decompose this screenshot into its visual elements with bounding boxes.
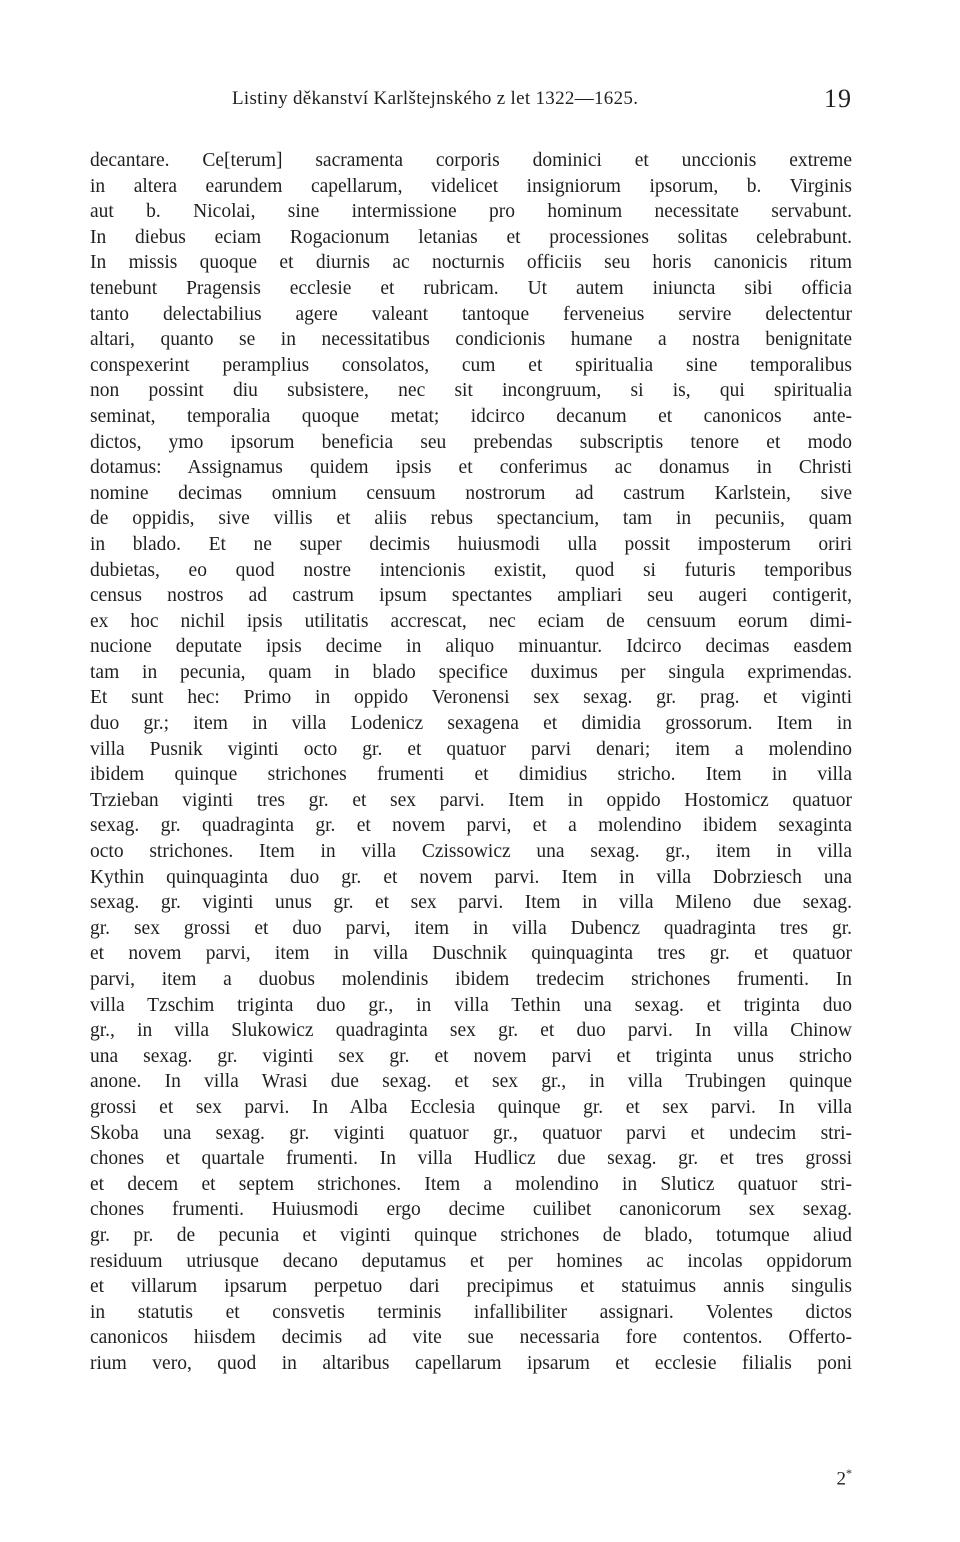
page-number: 19 bbox=[824, 84, 852, 113]
text-line: residuum utriusque decano deputamus et per homines ac incolas oppidorum bbox=[90, 1250, 852, 1272]
text-line: Kythin quinquaginta duo gr. et novem parvi. Item in villa Dobrziesch una bbox=[90, 866, 852, 888]
text-line: In missis quoque et diurnis ac nocturnis officiis seu horis canonicis ritum bbox=[90, 252, 852, 274]
text-line: dictos, ymo ipsorum beneficia seu prebendas subscriptis tenore et modo bbox=[90, 431, 852, 453]
text-line: tam in pecunia, quam in blado specifice duximus per singula exprimendas. bbox=[90, 661, 852, 683]
signature-mark-star: * bbox=[846, 1466, 852, 1480]
text-line: de oppidis, sive villis et aliis rebus spectancium, tam in pecuniis, quam bbox=[90, 508, 852, 530]
text-line: Et sunt hec: Primo in oppido Veronensi sex sexag. gr. prag. et viginti bbox=[90, 687, 852, 709]
text-line: in blado. Et ne super decimis huiusmodi ulla possit imposterum oriri bbox=[90, 533, 852, 555]
text-line: gr. sex grossi et duo parvi, item in villa Dubencz quadraginta tres gr. bbox=[90, 917, 852, 939]
text-line: in altera earundem capellarum, videlicet insigniorum ipsorum, b. Virginis bbox=[90, 175, 852, 197]
text-line: et decem et septem strichones. Item a molendino in Sluticz quatuor stri- bbox=[90, 1173, 852, 1195]
text-line: chones frumenti. Huiusmodi ergo decime cuilibet canonicorum sex sexag. bbox=[90, 1199, 852, 1221]
text-line: rium vero, quod in altaribus capellarum ipsarum et ecclesie filialis poni bbox=[90, 1352, 852, 1374]
text-line: et villarum ipsarum perpetuo dari precipimus et statuimus annis singulis bbox=[90, 1276, 852, 1298]
text-line: tanto delectabilius agere valeant tantoque ferveneius servire delectentur bbox=[90, 303, 852, 325]
text-line: aut b. Nicolai, sine intermissione pro hominum necessitate servabunt. bbox=[90, 201, 852, 223]
signature-mark-number: 2 bbox=[836, 1468, 846, 1490]
text-line: duo gr.; item in villa Lodenicz sexagena et dimidia grossorum. Item in bbox=[90, 713, 852, 735]
text-line: altari, quanto se in necessitatibus condicionis humane a nostra benignitate bbox=[90, 329, 852, 351]
text-line: sexag. gr. quadraginta gr. et novem parvi, et a molendino ibidem sexaginta bbox=[90, 815, 852, 837]
text-line: anone. In villa Wrasi due sexag. et sex gr., in villa Trubingen quinque bbox=[90, 1071, 852, 1093]
text-line: census nostros ad castrum ipsum spectantes ampliari seu augeri contigerit, bbox=[90, 585, 852, 607]
text-line: octo strichones. Item in villa Czissowicz una sexag. gr., item in villa bbox=[90, 841, 852, 863]
text-line: ibidem quinque strichones frumenti et dimidius stricho. Item in villa bbox=[90, 764, 852, 786]
text-line: seminat, temporalia quoque metat; idcirco decanum et canonicos ante- bbox=[90, 405, 852, 427]
text-line: Trzieban viginti tres gr. et sex parvi. Item in oppido Hostomicz quatuor bbox=[90, 789, 852, 811]
text-line: sexag. gr. viginti unus gr. et sex parvi. Item in villa Mileno due sexag. bbox=[90, 892, 852, 914]
text-line: nomine decimas omnium censuum nostrorum ad castrum Karlstein, sive bbox=[90, 482, 852, 504]
text-line: gr. pr. de pecunia et viginti quinque strichones de blado, totumque aliud bbox=[90, 1224, 852, 1246]
text-line: gr., in villa Slukowicz quadraginta sex gr. et duo parvi. In villa Chinow bbox=[90, 1020, 852, 1042]
text-line: dotamus: Assignamus quidem ipsis et conferimus ac donamus in Christi bbox=[90, 457, 852, 479]
text-line: ex hoc nichil ipsis utilitatis accrescat, nec eciam de censuum eorum dimi- bbox=[90, 610, 852, 632]
text-line: chones et quartale frumenti. In villa Hudlicz due sexag. gr. et tres grossi bbox=[90, 1148, 852, 1170]
running-title: Listiny děkanství Karlštejnského z let 1322—1625. bbox=[232, 88, 639, 109]
text-line: nucione deputate ipsis decime in aliquo minuantur. Idcirco decimas easdem bbox=[90, 636, 852, 658]
text-line: dubietas, eo quod nostre intencionis existit, quod si futuris temporibus bbox=[90, 559, 852, 581]
text-line: conspexerint peramplius consolatos, cum et spiritualia sine temporalibus bbox=[90, 354, 852, 376]
text-line: decantare. Ce[terum] sacramenta corporis dominici et unccionis extreme bbox=[90, 150, 852, 171]
text-line: grossi et sex parvi. In Alba Ecclesia quinque gr. et sex parvi. In villa bbox=[90, 1096, 852, 1118]
text-line: In diebus eciam Rogacionum letanias et processiones solitas celebrabunt. bbox=[90, 226, 852, 248]
text-line: in statutis et consvetis terminis infallibiliter assignari. Volentes dictos bbox=[90, 1301, 852, 1323]
body-text bbox=[90, 148, 852, 1377]
text-line: tenebunt Pragensis ecclesie et rubricam. Ut autem iniuncta sibi officia bbox=[90, 277, 852, 299]
text-line: parvi, item a duobus molendinis ibidem tredecim strichones frumenti. In bbox=[90, 969, 852, 990]
running-head bbox=[90, 84, 852, 120]
text-line: villa Tzschim triginta duo gr., in villa Tethin una sexag. et triginta duo bbox=[90, 994, 852, 1016]
text-line: canonicos hiisdem decimis ad vite sue necessaria fore contentos. Offerto- bbox=[90, 1327, 852, 1349]
signature-mark bbox=[837, 1466, 853, 1490]
text-line: non possint diu subsistere, nec sit incongruum, si is, qui spiritualia bbox=[90, 380, 852, 402]
text-line: una sexag. gr. viginti sex gr. et novem parvi et triginta unus stricho bbox=[90, 1045, 852, 1067]
text-line: Skoba una sexag. gr. viginti quatuor gr., quatuor parvi et undecim stri- bbox=[90, 1122, 852, 1144]
text-line: et novem parvi, item in villa Duschnik quinquaginta tres gr. et quatuor bbox=[90, 943, 852, 965]
text-line: villa Pusnik viginti octo gr. et quatuor parvi denari; item a molendino bbox=[90, 738, 852, 760]
